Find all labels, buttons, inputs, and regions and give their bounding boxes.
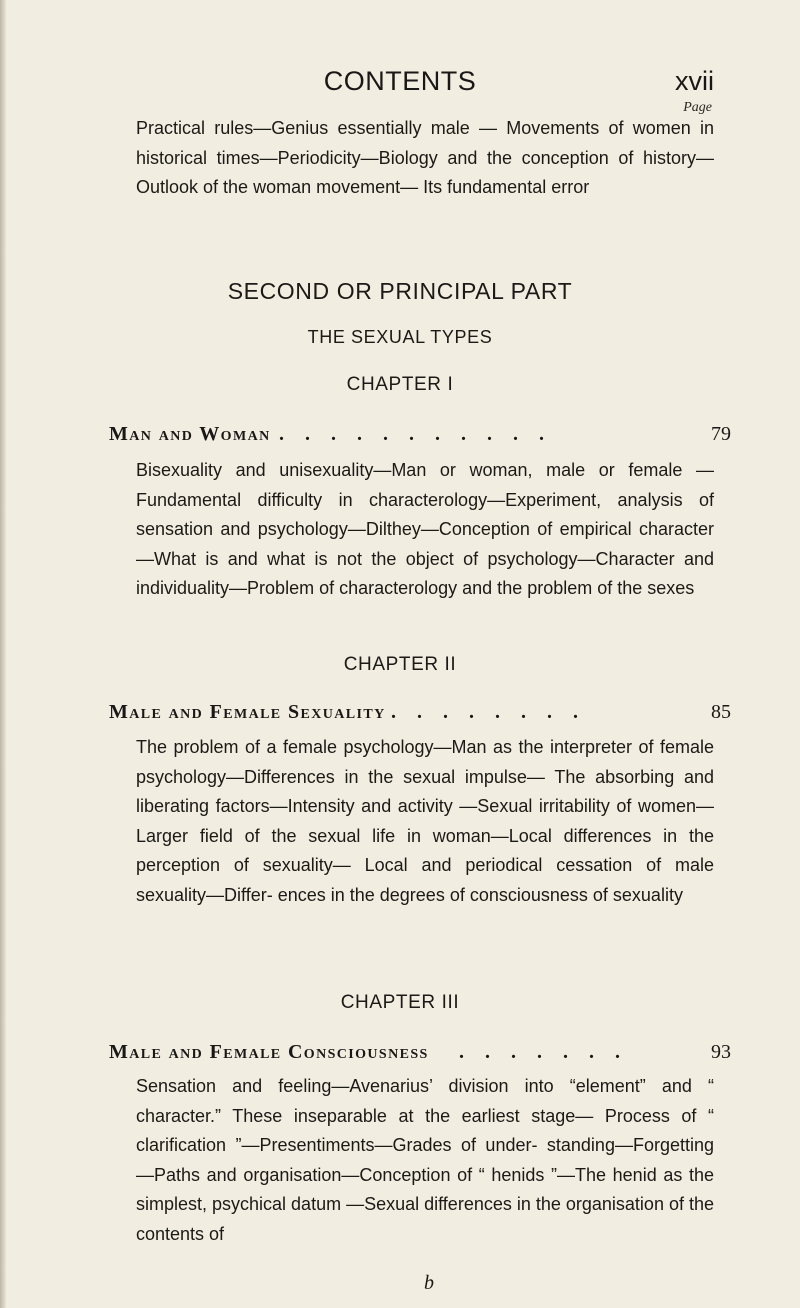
chapter-3-title: Male and Female Consciousness (109, 1041, 429, 1063)
running-head-page-number: xvii (675, 66, 714, 96)
chapter-2-title: Male and Female Sexuality (109, 701, 386, 723)
chapter-1-page: 79 (711, 423, 731, 445)
signature-mark: b (424, 1272, 434, 1294)
chapter-1-title: Man and Woman (109, 423, 271, 445)
chapter-2-page: 85 (711, 701, 731, 723)
chapter-3-page: 93 (711, 1041, 731, 1063)
part-subtitle: THE SEXUAL TYPES (307, 327, 493, 347)
chapter-1-leader-dots: . . . . . . . . . . . (279, 423, 552, 445)
chapter-2-heading: CHAPTER II (343, 654, 457, 675)
chapter-1-heading: CHAPTER I (346, 374, 454, 395)
chapter-2-summary: The problem of a female psychology—Man as the interpreter of female psychology—Differences in the sexual impulse— The absorbing and liberating factors—Intensity and activity —Sexual irritability of women—Larger field of the sexual life in woman—Local differences in the perception of sexuality— Local and periodical cessation of male sexuality—Differ- ences in the degrees of consciousness of sexuality (136, 737, 714, 905)
chapter-3-summary: Sensation and feeling—Avenarius’ division into “element” and “ character.” These inseparable at the earliest stage— Process of “ clarification ”—Presentiments—Grades of under- standing—Forgetting—Paths and organisation—Conception of “ henids ”—The henid as the simplest, psychical datum —Sexual differences in the organisation of the contents of (136, 1076, 714, 1244)
chapter-3-heading: CHAPTER III (340, 992, 460, 1013)
chapter-1-summary: Bisexuality and unisexuality—Man or woman, male or female —Fundamental difficulty in characterology—Experiment, analysis of sensation and psychology—Dilthey—Conception of empirical character—What is and what is not the object of psychology—Character and individuality—Problem of characterology and the problem of the sexes (136, 460, 714, 598)
chapter-3-leader-dots: . . . . . . . (459, 1041, 628, 1063)
running-head (0, 66, 800, 106)
chapter-3-entry (109, 1041, 731, 1071)
part-title: SECOND OR PRINCIPAL PART (227, 278, 573, 304)
chapter-2-leader-dots: . . . . . . . . (391, 701, 586, 723)
running-head-title: CONTENTS (323, 66, 477, 96)
chapter-2-entry (109, 701, 731, 731)
intro-paragraph: Practical rules—Genius essentially male — Movements of women in historical times—Periodicity—Biology and the conception of history—Outlook of the woman movement— Its fundamental error (136, 118, 714, 197)
page-column-label: Page (683, 100, 712, 115)
chapter-1-entry (109, 423, 731, 453)
